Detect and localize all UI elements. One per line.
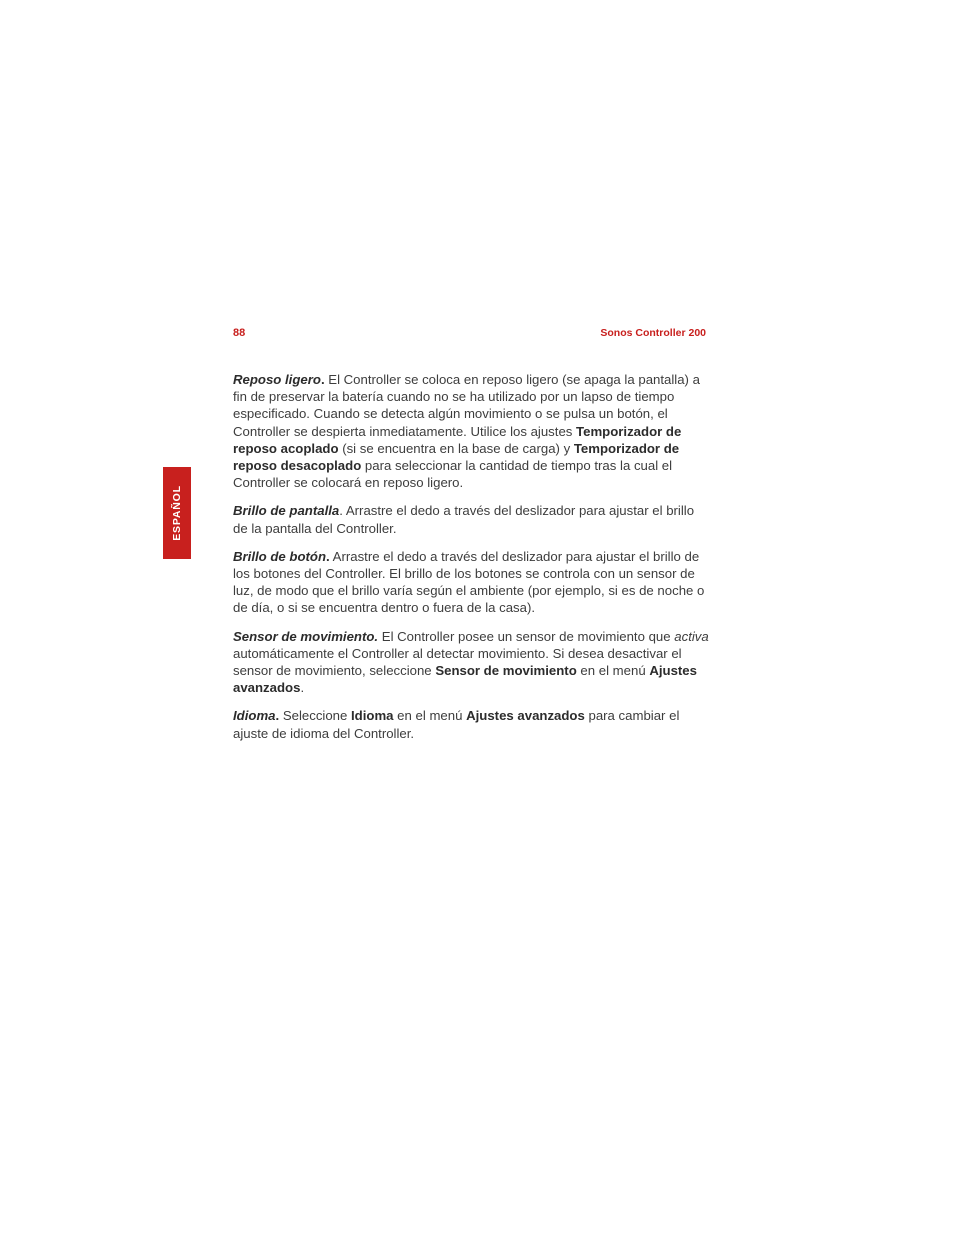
menu-ajustes-avanzados: Ajustes avanzados [233,663,697,696]
term-dot: . [275,708,280,724]
term-sensor-movimiento: Sensor de movimiento. [233,628,379,644]
emphasis-activa: activa [674,628,709,644]
page-number: 88 [233,327,246,339]
paragraph-reposo-ligero [233,371,711,491]
paragraph-brillo-pantalla [233,502,711,536]
setting-temporizador-desacoplado: Temporizador de reposo desacoplado [233,440,680,474]
text-segment: para seleccionar la cantidad de tiempo tras la cual el Controller se colocará en reposo ligero. [233,458,673,491]
term-brillo-pantalla: Brillo de pantalla [233,503,340,519]
text-segment: (si se encuentra en la base de carga) y [338,440,574,456]
text-segment: . [300,680,305,696]
setting-sensor-movimiento: Sensor de movimiento [435,663,577,679]
language-tab-label: ESPAÑOL [171,485,183,541]
term-brillo-boton: Brillo de botón [233,548,327,564]
setting-temporizador-acoplado: Temporizador de reposo acoplado [233,423,682,456]
paragraph-brillo-boton [233,548,711,617]
text-segment: para cambiar el ajuste de idioma del Controller. [233,708,680,741]
text-segment: en el menú [393,708,467,724]
setting-idioma: Idioma [351,708,394,724]
text-segment: Arrastre el dedo a través del deslizador para ajustar el brillo de los botones del Controller. El brillo de los botones se controla con un sensor de luz, de modo que el brillo varía según el ambiente (por ejemplo, si es de noche o de día, o si se encuentra dentro o fuera de la casa). [233,548,705,616]
term-dot: . [320,372,325,387]
term-idioma: Idioma [233,708,276,724]
body-content [233,371,711,753]
paragraph-sensor-movimiento [233,628,711,697]
term-dot: . [326,548,330,564]
running-head-title: Sonos Controller 200 [600,327,706,339]
paragraph-idioma [233,707,711,741]
text-segment: automáticamente el Controller al detectar movimiento. Si desea desactivar el sensor de movimiento, seleccione [233,645,682,679]
language-tab [163,467,191,559]
term-reposo-ligero: Reposo ligero [233,372,321,387]
text-segment: Seleccione [279,708,352,724]
text-segment: . Arrastre el dedo a través del deslizador para ajustar el brillo de la pantalla del Controller. [233,503,695,536]
menu-ajustes-avanzados: Ajustes avanzados [466,708,585,724]
text-segment: El Controller posee un sensor de movimiento que [378,628,675,644]
text-segment: en el menú [576,663,650,679]
text-segment: El Controller se coloca en reposo ligero (se apaga la pantalla) a fin de preservar la batería cuando no se ha utilizado por un lapso de tiempo especificado. Cuando se detecta algún movimiento o se pulsa un botón, el Controller se despierta inmediatamente. Utilice los ajustes [233,372,700,439]
